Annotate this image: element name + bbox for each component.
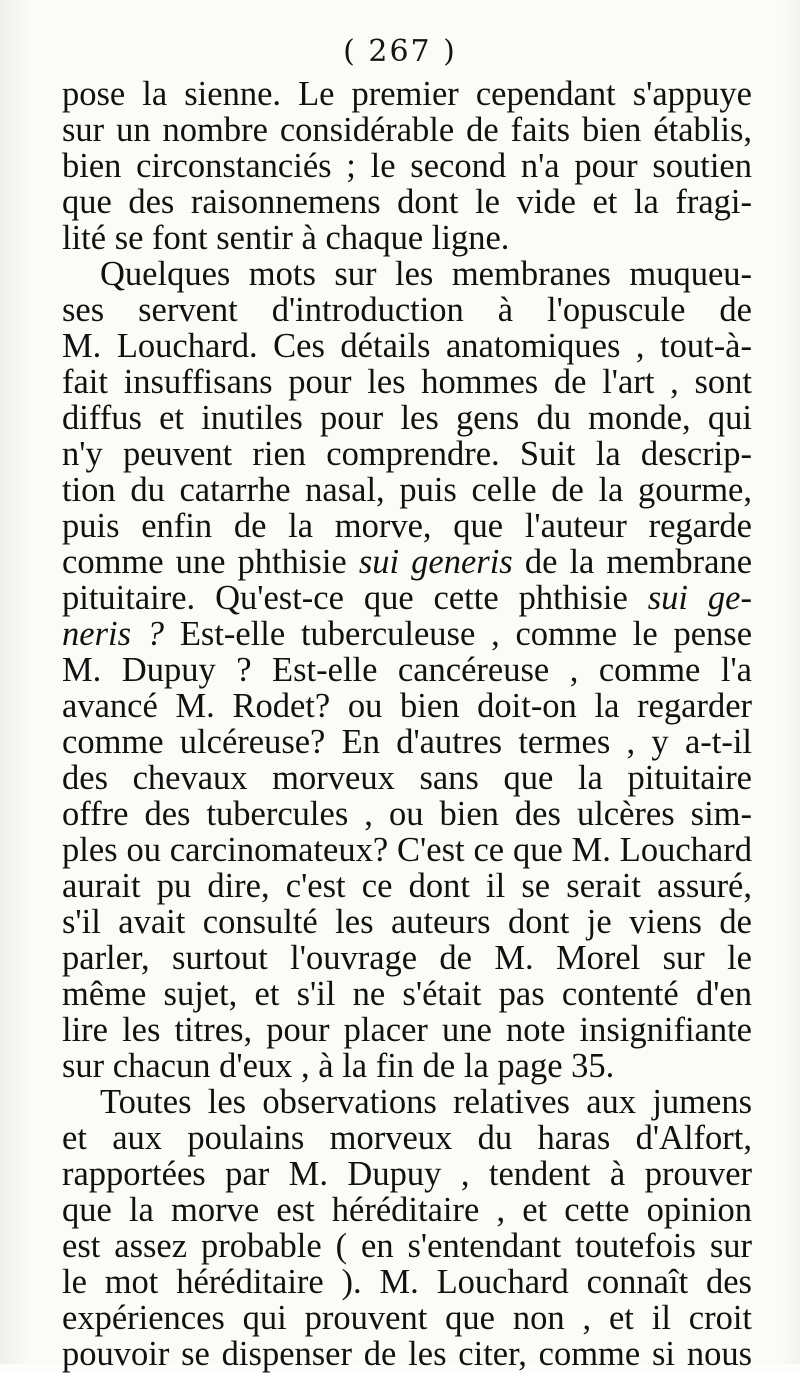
text-line: bien circonstanciés ; le second n'a pour soutien xyxy=(62,147,752,185)
text-line: ses servent d'introduction à l'opuscule de xyxy=(62,291,752,329)
text-line xyxy=(62,544,752,580)
text-line: des chevaux morveux sans que la pituitaire xyxy=(62,759,752,797)
text-line: aurait pu dire, c'est ce dont il se serait assuré, xyxy=(62,867,752,905)
text-line: sur chacun d'eux , à la fin de la page 35. xyxy=(62,1047,615,1085)
text-line: que des raisonnemens dont le vide et la fragi- xyxy=(62,183,752,221)
italic-term: sui ge- xyxy=(647,579,752,617)
text-line: lité se font sentir à chaque ligne. xyxy=(62,219,510,257)
body-text xyxy=(62,76,752,1372)
text-line: que la morve est héréditaire , et cette opinion xyxy=(62,1191,752,1229)
text-line: avancé M. Rodet? ou bien doit-on la regarder xyxy=(62,687,752,725)
text-line: Toutes les observations relatives aux jumens xyxy=(100,1083,752,1121)
text-line: puis enfin de la morve, que l'auteur regarde xyxy=(62,507,752,545)
italic-term: sui generis xyxy=(358,543,513,581)
text-segment: de la membrane xyxy=(524,543,753,581)
text-segment: pituitaire. Qu'est-ce que cette phthisie xyxy=(62,579,628,617)
text-line: et aux poulains morveux du haras d'Alfort, xyxy=(62,1119,752,1157)
text-segment: comme une phthisie xyxy=(62,543,347,581)
text-line: lire les titres, pour placer une note insignifiante xyxy=(62,1011,752,1049)
text-line: le mot héréditaire ). M. Louchard connaît des xyxy=(62,1263,752,1301)
text-line: parler, surtout l'ouvrage de M. Morel sur le xyxy=(62,939,752,977)
text-line: n'y peuvent rien comprendre. Suit la descrip- xyxy=(62,435,752,473)
text-line: offre des tubercules , ou bien des ulcères sim- xyxy=(62,795,752,833)
text-line: ples ou carcinomateux? C'est ce que M. Louchard xyxy=(62,831,752,869)
text-line: s'il avait consulté les auteurs dont je viens de xyxy=(62,903,752,941)
text-line: Quelques mots sur les membranes muqueu- xyxy=(100,255,752,293)
page-number: ( 267 ) xyxy=(343,34,457,69)
text-line: pouvoir se dispenser de les citer, comme si nous xyxy=(62,1335,752,1373)
text-line: tion du catarrhe nasal, puis celle de la gourme, xyxy=(62,471,752,509)
text-line: M. Dupuy ? Est-elle cancéreuse , comme l'a xyxy=(62,651,752,689)
text-line: comme ulcéreuse? En d'autres termes , y a-t-il xyxy=(62,723,752,761)
text-line: pose la sienne. Le premier cependant s'appuye xyxy=(62,75,752,113)
text-line xyxy=(62,616,752,652)
text-line: même sujet, et s'il ne s'était pas contenté d'en xyxy=(62,975,752,1013)
text-line: M. Louchard. Ces détails anatomiques , tout-à- xyxy=(62,327,752,365)
text-line: expériences qui prouvent que non , et il croit xyxy=(62,1299,752,1337)
text-line: fait insuffisans pour les hommes de l'art , sont xyxy=(62,363,752,401)
text-segment: Est-elle tuberculeuse , comme le pense xyxy=(179,615,753,653)
italic-term: neris ? xyxy=(62,615,165,653)
text-line: diffus et inutiles pour les gens du monde, qui xyxy=(62,399,752,437)
text-line: est assez probable ( en s'entendant toutefois sur xyxy=(62,1227,752,1265)
text-line: sur un nombre considérable de faits bien établis, xyxy=(62,111,752,149)
text-line: rapportées par M. Dupuy , tendent à prouver xyxy=(62,1155,752,1193)
text-line xyxy=(62,580,752,616)
